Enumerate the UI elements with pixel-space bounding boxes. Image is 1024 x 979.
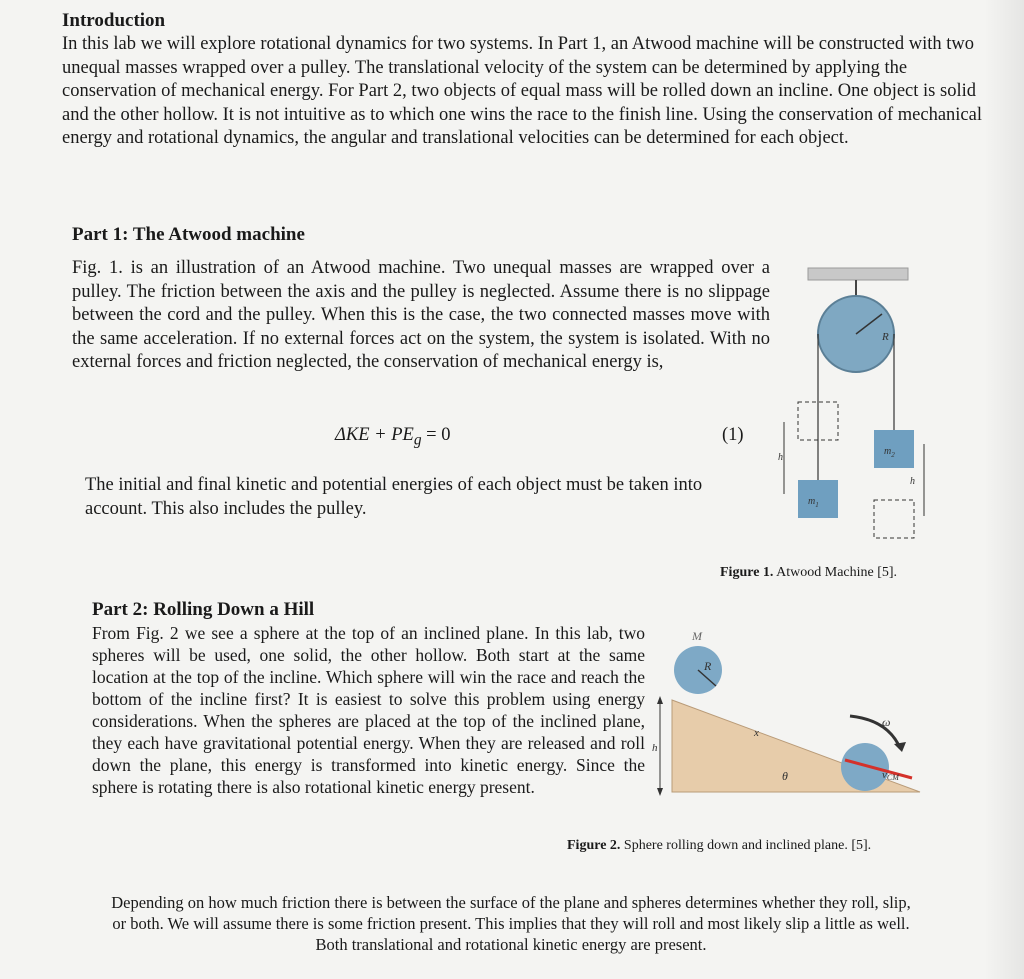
mass-label: M	[692, 629, 702, 643]
radius-label: R	[704, 659, 712, 673]
atwood-machine-figure	[770, 262, 930, 562]
height-label-left: h	[778, 452, 783, 463]
part1-heading: Part 1: The Atwood machine	[72, 224, 305, 245]
figure2-caption: Figure 2. Sphere rolling down and inclined plane. [5].	[567, 838, 872, 853]
part1-paragraph: Fig. 1. is an illustration of an Atwood machine. Two unequal masses are wrapped over a pulley. The friction between the axis and the pulley is neglected. Assume there is no slippage between the cord and the pulley. When this is the case, the two connected masses move with the same acceleration. If no external forces act on the system, the system is isolated. With no external forces and friction neglected, the conservation of mechanical energy is,	[72, 258, 770, 372]
introduction-paragraph: In this lab we will explore rotational dynamics for two systems. In Part 1, an Atwood machine will be constructed with two unequal masses wrapped over a pulley. The translational velocity of the system can be determined by applying the conservation of mechanical energy. For Part 2, two objects of equal mass will be rolled down an incline. One object is solid and the other hollow. It is not intuitive as to which one wins the race to the finish line. Using the conservation of mechanical energy and rotational dynamics, the angular and translational velocities can be determined for each object.	[62, 34, 982, 148]
velocity-label: vCM	[882, 769, 899, 782]
inclined-plane-figure	[650, 620, 930, 810]
pulley-radius-label: R	[882, 331, 889, 343]
sphere-rolling	[841, 743, 889, 791]
part2-heading: Part 2: Rolling Down a Hill	[92, 599, 315, 620]
page-edge-shadow	[984, 0, 1024, 979]
mass-m2-box	[874, 430, 914, 468]
mass-m1-label: $m_1$	[808, 496, 819, 509]
angular-velocity-label: ω	[882, 715, 891, 729]
height-label-right: h	[910, 476, 915, 487]
distance-label: x	[754, 727, 759, 739]
angle-label: θ	[782, 769, 788, 783]
ceiling-bar	[808, 268, 908, 280]
introduction-heading: Introduction	[62, 10, 166, 31]
mass-m2-label: $m_2$	[884, 446, 895, 459]
energy-equation: $\Delta KE + PE_g = 0$	[335, 425, 451, 449]
figure1-caption: Figure 1. Atwood Machine [5].	[720, 565, 898, 580]
height-label: h	[652, 742, 658, 754]
mass-m1-box	[798, 480, 838, 518]
part1-paragraph-2: The initial and final kinetic and potential energies of each object must be taken into account. This also includes the pulley.	[85, 475, 703, 519]
closing-paragraph: Depending on how much friction there is between the surface of the plane and spheres determines whether they roll, slip, or both. We will assume there is some friction present. This implies that they will roll and most likely slip a little as well. Both translational and rotational kinetic energy are present.	[111, 893, 911, 954]
equation-number: (1)	[722, 425, 744, 445]
part2-paragraph: From Fig. 2 we see a sphere at the top of an inclined plane. In this lab, two spheres will be used, one solid, the other hollow. Both start at the same location at the top of the incline. Which sphere will win the race and reach the bottom of the incline first? It is easiest to solve this problem using energy considerations. When the spheres are placed at the top of the inclined plane, they each have gravitational potential energy. When they are released and roll down the plane, this energy is transformed into kinetic energy. Since the sphere is rotating there is also rotational kinetic energy present.	[92, 623, 645, 797]
